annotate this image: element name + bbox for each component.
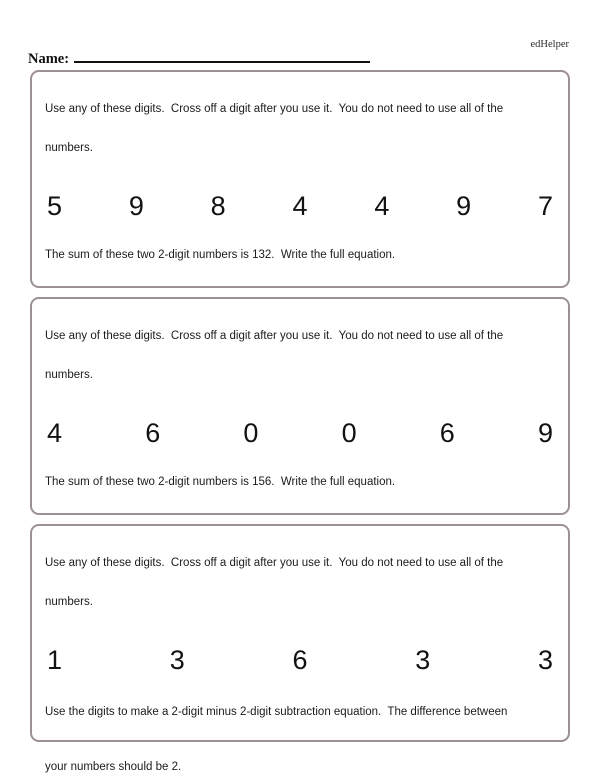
instructions-line: numbers. [45,596,93,608]
problem-2-digits-row [47,420,553,447]
digit: 8 [210,191,226,221]
instructions-line: numbers. [45,369,93,381]
digit: 3 [169,645,185,675]
digit: 9 [128,191,144,221]
digit: 3 [415,645,431,675]
digit: 0 [341,418,357,448]
instructions-line: Use any of these digits. Cross off a digit after you use it. You do not need to use all of the [45,557,504,569]
problem-1-question [45,223,555,288]
digit: 6 [439,418,455,448]
name-row [28,48,572,66]
digit: 9 [537,418,553,448]
digit: 6 [145,418,161,448]
digit: 6 [292,645,308,675]
problem-box-3 [30,524,570,773]
problem-3-question [45,680,555,776]
name-blank-line[interactable] [74,48,370,63]
digit: 0 [243,418,259,448]
digit: 1 [47,645,63,675]
digit: 4 [47,418,63,448]
problem-box-2 [30,297,570,515]
edhelper-logo: edHelper [530,39,569,50]
instructions-line: Use any of these digits. Cross off a digit after you use it. You do not need to use all of the [45,330,504,342]
question-line: Use the digits to make a 2-digit minus 2-digit subtraction equation. The difference between [45,706,508,718]
problem-1-digits-row [47,193,553,220]
problem-2-instructions [45,304,555,408]
question-line: The sum of these two 2-digit numbers is 132. Write the full equation. [45,249,396,261]
digit: 4 [292,191,308,221]
problem-box-1 [30,70,570,288]
digit: 5 [47,191,63,221]
question-line: your numbers should be 2. [45,761,182,773]
digit: 3 [537,645,553,675]
digit: 7 [537,191,553,221]
question-line: The sum of these two 2-digit numbers is 156. Write the full equation. [45,476,396,488]
instructions-line: numbers. [45,142,93,154]
name-label: Name: [28,51,70,67]
digit: 4 [374,191,390,221]
problem-3-instructions [45,531,555,635]
problem-2-question [45,450,555,515]
digit: 9 [456,191,472,221]
instructions-line: Use any of these digits. Cross off a digit after you use it. You do not need to use all of the [45,103,504,115]
problem-1-instructions [45,77,555,181]
problem-3-digits-row [47,647,553,674]
problem-boxes [30,70,570,773]
